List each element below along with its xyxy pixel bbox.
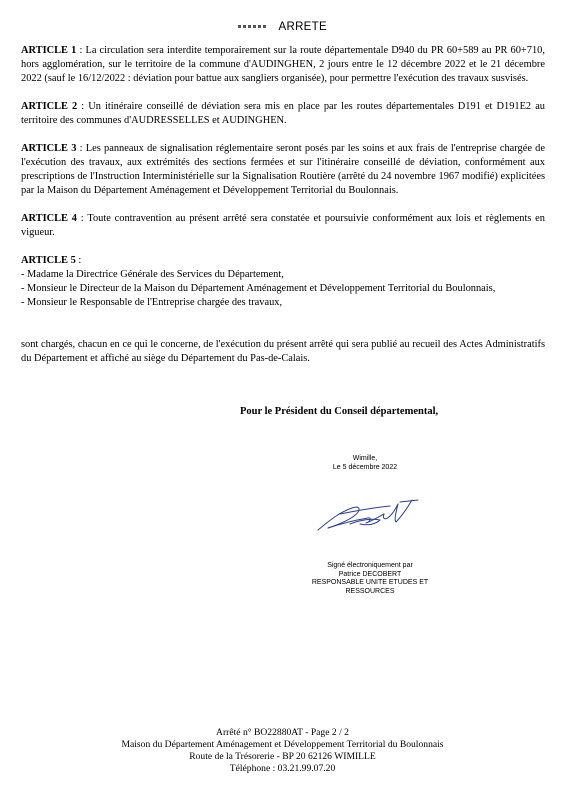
article-5 bbox=[21, 254, 545, 268]
electronic-signature-block bbox=[275, 562, 465, 596]
signature-place: Wimille, bbox=[352, 455, 378, 462]
for-president-line: Pour le Président du Conseil départemental, bbox=[240, 406, 439, 417]
article-2-text: : Un itinéraire conseillé de déviation sera mis en place par les routes départementales D191 et D191E2 au territoire des communes d'AUDRESSELLES et AUDINGHEN. bbox=[21, 101, 545, 126]
document-title: ARRETE bbox=[278, 21, 327, 33]
article-1-text: : La circulation sera interdite temporairement sur la route départementale D940 du PR 60+589 au PR 60+710, hors agglomération, sur le territoire de la commune d'AUDINGHEN, 2 jours entre le 12 décembre 2022 et le 21 décembre 2022 (sauf le 16/12/2022 : déviation pour battue aux sangliers organisée), pour permettre l'exécution des travaux susvisés. bbox=[21, 45, 545, 84]
article-4-label: ARTICLE 4 bbox=[21, 213, 77, 224]
article-4-text: : Toute contravention au présent arrêté sera constatée et poursuivie conformément aux lois et règlements en vigueur. bbox=[21, 213, 545, 238]
signer-name: Patrice DECOBERT bbox=[338, 570, 402, 578]
article-2-label: ARTICLE 2 bbox=[21, 101, 78, 112]
handwritten-signature bbox=[310, 490, 420, 540]
recipient-item: - Monsieur le Directeur de la Maison du Département Aménagement et Développement Territorial du Boulonnais, bbox=[21, 283, 496, 294]
signature-place-date bbox=[305, 455, 425, 472]
signer-role-line1: RESPONSABLE UNITE ETUDES ET bbox=[311, 579, 429, 586]
article-3 bbox=[21, 142, 545, 198]
article-5-text: : bbox=[75, 255, 82, 266]
footer-phone: Téléphone : 03.21.99.07.20 bbox=[229, 763, 336, 774]
signer-role-line2: RESSOURCES bbox=[345, 587, 395, 595]
footer-page-ref: Arrêté n° BO22880AT - Page 2 / 2 bbox=[216, 727, 349, 738]
footer-address: Route de la Trésorerie - BP 20 62126 WIMILLE bbox=[189, 751, 376, 762]
signed-by-label: Signé électroniquement par bbox=[327, 562, 413, 569]
signature-date: Le 5 décembre 2022 bbox=[332, 463, 398, 471]
header-dots bbox=[238, 18, 268, 36]
article-5-closing: sont chargés, chacun en ce qui le concerne, de l'exécution du présent arrêté qui sera publié au recueil des Actes Administratifs du Département et affiché au siège du Département du Pas-de-Calais. bbox=[21, 339, 545, 364]
article-1-label: ARTICLE 1 bbox=[21, 45, 77, 56]
document-footer bbox=[0, 727, 565, 775]
document-header bbox=[0, 18, 565, 36]
article-3-text: : Les panneaux de signalisation réglementaire seront posés par les soins et aux frais de l'entreprise chargée de l'exécution des travaux, aux extrémités des sections fermées et sur l'itinéraire conseillé de déviation, conformément aux prescriptions de l'Instruction Interministérielle sur la Signalisation Routière (arrêté du 24 novembre 1967 modifié) explicitées par la Maison du Département Aménagement et Développement Territorial du Boulonnais. bbox=[21, 143, 545, 196]
document-body bbox=[21, 44, 545, 366]
article-5-label: ARTICLE 5 bbox=[21, 255, 76, 266]
article-2 bbox=[21, 100, 545, 128]
article-1 bbox=[21, 44, 545, 86]
article-3-label: ARTICLE 3 bbox=[21, 143, 77, 154]
recipient-item: - Madame la Directrice Générale des Services du Département, bbox=[21, 269, 284, 280]
footer-organization: Maison du Département Aménagement et Développement Territorial du Boulonnais bbox=[121, 739, 444, 750]
recipient-item: - Monsieur le Responsable de l'Entreprise chargée des travaux, bbox=[21, 297, 283, 308]
article-4 bbox=[21, 212, 545, 240]
